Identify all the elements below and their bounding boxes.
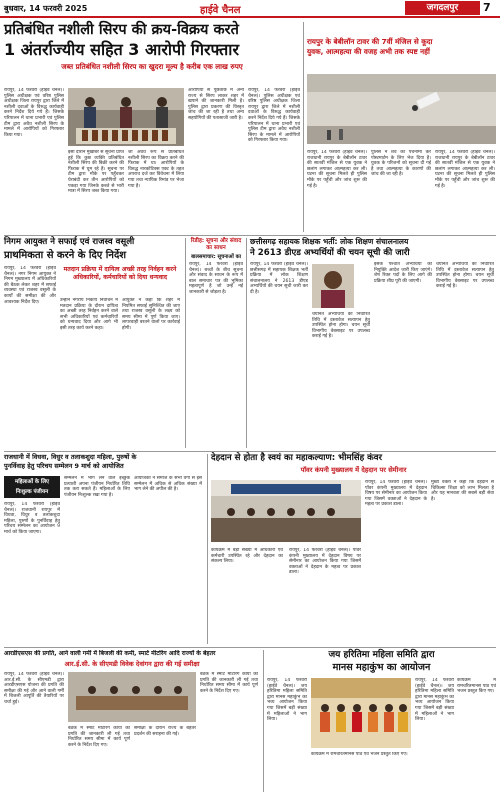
story-rdss-review — [4, 650, 260, 792]
issue-date: बुधवार, 14 फरवरी 2025 — [4, 4, 88, 13]
story-column: बैठक में स्मार्ट मीटरिंग कार्यों की प्रगति की जानकारी ली गई तथा निर्धारित समय सीमा में कार्य पूर्ण करने के निर्देश दिए गए। — [200, 672, 258, 694]
story-column: रायपुर, 14 फरवरी (हाईवे चैनल)। बच्चों के बीच सूचना और संवाद के साधन के रूप में बाल समाचार पत्र की भूमिका महत्वपूर्ण है जो उन्हें नई जानकारी से जोड़ता है। — [189, 262, 243, 295]
headline: देहदान से होता है स्वयं का महाकल्याण: भीमसिंह कंवर — [211, 453, 383, 463]
column-divider — [263, 650, 264, 792]
column-divider — [303, 22, 304, 232]
tower-photo — [307, 74, 496, 144]
story-column: रायपुर, 14 फरवरी (हाईवे चैनल)। पुलिस अधीक्षक एवं वरिष्ठ पुलिस अधीक्षक जिला रायपुर द्वारा जिले में नशीली दवाओं के विरुद्ध कार्यवाही करने निर्देश दिये गये हैं। जिसके परिपालन में थाना प्रभारी एवं पुलिस टीम द्वारा अवैध नशीली सिरप के मामले में आरोपियों को गिरफ्तार किया गया। — [248, 88, 300, 144]
headline-line-2: मानस महाकुंभ का आयोजन — [332, 662, 431, 674]
tag-title: रिडीह: सूचना और संवाद का साधन — [190, 238, 242, 251]
story-teacher-recruitment — [250, 238, 496, 448]
event-photo — [311, 678, 411, 748]
story-column: रायपुर, 14 फरवरी (हाईवे चैनल)। आर.ई.सी. के सीएमडी द्वारा आरडीएसएस योजना की प्रगति की समीक्षा की गई और आने वाली गर्मी में बिजली आपूर्ति की तैयारियों पर चर्चा हुई। — [4, 672, 64, 705]
story-column: रायपुर, 14 फरवरी (हाईवे चैनल)। पुलिस अधीक्षक एवं वरिष्ठ पुलिस अधीक्षक जिला रायपुर द्वारा जिले में नशीली दवाओं के विरुद्ध कार्यवाही करने निर्देश दिये गये हैं। जिसके परिपालन में थाना प्रभारी एवं पुलिस टीम द्वारा अवैध नशीली सिरप के मामले में आरोपियों को गिरफ्तार किया गया। — [4, 88, 64, 138]
headline-line-1: प्रतिबंधित नशीली सिरप की क्रय-विक्रय करते — [4, 22, 239, 38]
story-column: रायपुर, 14 फरवरी (हाईवे चैनल)। राजधानी रायपुर में विधवा, विधुर व तलाकशुदा महिला, पुरुषों के पुनर्विवाह हेतु परिचय सम्मेलन का आयोजन 9 मार्च को किया जाएगा। — [4, 502, 60, 535]
headline: आरडीएसएस की प्रगति, आने वाली गर्मी में बिजली की कमी, स्मार्ट मीटरिंग आदि राज्यों के बेहतर — [4, 650, 216, 657]
story-column: रायपुर, 14 फरवरी (हाईवे चैनल)। पॉवर कंपनी मुख्यालय में देहदान विषय पर सेमीनार का आयोजन किया गया जिसमें वक्ताओं ने देहदान के महत्व पर प्रकाश डाला। — [289, 548, 361, 576]
arrest-photo — [68, 88, 184, 146]
page-header — [0, 0, 500, 18]
story-column: रायपुर, 14 फरवरी (हाईवे चैनल)। नगर निगम आयुक्त ने निगम मुख्यालय में अधिकारियों की बैठक लेकर शहर में सफाई व्यवस्था एवं राजस्व वसूली के कार्यों की समीक्षा की और आवश्यक निर्देश दिए। — [4, 266, 56, 305]
story-bal-samachar — [189, 238, 243, 448]
section-divider — [4, 235, 496, 236]
side-note-box — [4, 476, 60, 498]
story-remarriage-meet — [4, 454, 204, 644]
column-divider — [246, 238, 247, 448]
story-column: बैठक में स्मार्ट मीटरिंग कार्यों की प्रगति की जानकारी ली गई तथा निर्धारित समय सीमा में कार्य पूर्ण करने के निर्देश दिए गए। — [68, 726, 130, 748]
story-column: आरोपियों से पूछताछ में अन्य राज्य से सिरप लाकर शहर में खपाने की जानकारी मिली है। पुलिस द्वारा प्रकरण की विस्तृत जांच की जा रही है तथा अन्य सहयोगियों की पतासाजी जारी है। — [188, 88, 244, 121]
headline-line-1: निगम आयुक्त ने सफाई एवं राजस्व वसूली — [4, 237, 135, 247]
story-column: चयनित अभ्यर्थियों को निर्धारित तिथि में दस्तावेज सत्यापन हेतु उपस्थित होना होगा। चयन सूची विभागीय वेबसाइट पर उपलब्ध कराई गई है। — [436, 262, 494, 290]
story-column: समीक्षा के दौरान राज्य के बेहतर प्रदर्शन की सराहना की गई। — [134, 726, 196, 737]
story-column: रायपुर, 14 फरवरी (हाईवे चैनल)। जय हरितिमा महिला समिति द्वारा मानस महाकुंभ का भव्य आयोजन किया गया जिसमें बड़ी संख्या में महिलाओं ने भाग लिया। — [267, 678, 307, 723]
headline-line-1: जय हरितिमा महिला समिति द्वारा — [328, 650, 435, 660]
side-note-line-2: निःशुल्क पंजीयन — [15, 489, 49, 495]
column-divider — [207, 454, 208, 644]
section-divider — [4, 451, 496, 452]
story-column: इसी दौरान मुखबिर से सूचना प्राप्त हुई कि कुछ व्यक्ति प्रतिबंधित नशीली सिरप की बिक्री करने की फिराक में घूम रहे हैं। सूचना पर टीम द्वारा मौके पर पहुँचकर घेराबंदी कर तीन आरोपियों को पकड़ा गया जिनके कब्जे से भारी मात्रा में सिरप जब्त किया गया। — [68, 150, 124, 195]
story-column: उन्होंने नगरीय निकाय निर्वाचन में मतदान प्रक्रिया के दौरान दायित्व का अच्छी तरह निर्वहन करने वाले सभी अधिकारियों एवं कर्मचारियों को धन्यवाद दिया और आगे भी इसी तरह कार्य करने कहा। — [60, 298, 118, 331]
side-note-line-1: महिलाओं के लिए — [15, 479, 49, 485]
headline-line-1: रायपुर के बेबीलॉन टावर की 7वीं मंजिल से कूदा — [307, 37, 433, 46]
story-column: जो अवैध रूप से प्रतिबंधित नशीली सिरप का विक्रय करने की फिराक में था। आरोपियों के विरुद्ध नारकोटिक्स एक्ट के तहत अपराध दर्ज कर विवेचना में लिया गया तथा न्यायिक रिमांड पर भेजा गया है। — [128, 150, 184, 189]
story-column: रायपुर, 14 फरवरी (हाईवे चैनल)। राजधानी रायपुर के बेबीलॉन टावर की सातवीं मंजिल से एक युवक ने छलांग लगाकर आत्महत्या कर ली। घटना की सूचना मिलते ही पुलिस मौके पर पहुँची और जांच शुरू की गई है। — [435, 150, 495, 189]
seminar-photo — [211, 480, 361, 542]
story-column: रायपुर, 14 फरवरी (हाईवे चैनल)। जय हरितिमा महिला समिति द्वारा मानस महाकुंभ का भव्य आयोजन किया गया जिसमें बड़ी संख्या में महिलाओं ने भाग लिया। — [415, 678, 454, 723]
story-column: इसके पश्चात अभ्यर्थियों को नियुक्ति आदेश जारी किए जाएंगे। शेष रिक्त पदों के लिए आगे की प्रक्रिया शीघ्र पूरी की जाएगी। — [374, 262, 432, 284]
column-divider — [185, 238, 186, 448]
story-column: आयोजकों ने समाज के सभी वर्गों से इस सम्मेलन में अधिक से अधिक संख्या में भाग लेने की अपील की है। — [134, 476, 202, 493]
story-column: पुलिस ने शव का पंचनामा कर पोस्टमार्टम के लिए भेज दिया है। युवक के परिजनों को सूचना दी गई है तथा आत्महत्या के कारणों की जांच की जा रही है। — [371, 150, 431, 178]
story-babylon-tower — [307, 22, 496, 232]
story-nigam-commissioner — [4, 238, 182, 448]
story-column: रायपुर, 14 फरवरी (हाईवे चैनल)। छत्तीसगढ़ में सहायक शिक्षक भर्ती प्रक्रिया में लोक शिक्षण संचालनालय ने 2613 डीएड अभ्यर्थियों की चयन सूची जारी कर दी है। — [250, 262, 308, 295]
paper-name: हाईवे चैनल — [200, 5, 241, 16]
meeting-photo — [68, 672, 196, 722]
portrait-photo — [312, 264, 354, 308]
headline-line-2: 1 अंतर्राज्यीय सहित 3 आरोपी गिरफ्तार — [4, 39, 239, 59]
story-column: चयनित अभ्यर्थियों को निर्धारित तिथि में दस्तावेज सत्यापन हेतु उपस्थित होना होगा। चयन सूची विभागीय वेबसाइट पर उपलब्ध कराई गई है। — [312, 312, 370, 340]
story-body-donation — [211, 454, 496, 644]
headline-line-2: युवक, आत्महत्या की वजह अभी तक स्पष्ट नहीं — [307, 47, 430, 57]
headline-line-2: ने 2613 डीएड अभ्यर्थियों की चयन सूची की जारी — [250, 247, 410, 258]
headline-line-1: राजधानी में विधवा, विधुर व तलाकशुदा महिला, पुरुषों के — [4, 453, 137, 461]
story-column: कार्यक्रम में रामचरितमानस पाठ एवं भजन प्रस्तुत किए गए। — [457, 678, 496, 695]
headline-line-2: पुनर्विवाह हेतु परिचय सम्मेलन 9 मार्च को आयोजित — [4, 462, 124, 471]
story-column: कार्यक्रम में रामचरितमानस पाठ एवं भजन प्रस्तुत किए गए। — [311, 752, 408, 757]
subheadline: मतदान प्रक्रिया में दायित्व अच्छी तरह निर्वहन करने अधिकारियों, कर्मचारियों को दिया धन्यवाद — [63, 266, 177, 281]
story-column: आयुक्त ने कहा कि शहर में नियमित सफाई सुनिश्चित की जाए तथा राजस्व वसूली के लक्ष्य को समय सीमा में पूर्ण किया जाए। लापरवाही बरतने वालों पर कार्रवाई होगी। — [122, 298, 180, 331]
story-manas-mahakumbh — [267, 650, 496, 792]
story-column: मुख्य वक्ता ने कहा कि देहदान से चिकित्सा शिक्षा को लाभ मिलता है और यह मानवता की सबसे बड़ी सेवा है। — [431, 480, 494, 502]
headline-line-1: छत्तीसगढ़ सहायक शिक्षक भर्ती: लोक शिक्षण संचालनालय — [250, 237, 409, 246]
story-column: सम्मेलन में भाग लेने वाले इच्छुक प्रत्याशी अपना पंजीयन निर्धारित तिथि तक करा सकते हैं। महिलाओं के लिए पंजीयन निःशुल्क रखा गया है। — [64, 476, 130, 498]
subheadline: आर.ई.सी. के सीएमडी विवेक देवांगन द्वारा की गई समीक्षा — [64, 659, 200, 668]
city-label: जगदलपुर — [405, 1, 480, 15]
subheadline: जब्त प्रतिबंधित नशीली सिरप का खुदरा मूल्य है करीब एक लाख रुपए — [61, 62, 243, 72]
story-column: रायपुर, 14 फरवरी (हाईवे चैनल)। राजधानी रायपुर के बेबीलॉन टावर की सातवीं मंजिल से एक युवक ने छलांग लगाकर आत्महत्या कर ली। घटना की सूचना मिलते ही पुलिस मौके पर पहुँची और जांच शुरू की गई है। — [307, 150, 367, 189]
story-syrup-arrest — [4, 22, 300, 232]
headline-line-2: प्राथमिकता से करने के दिए निर्देश — [4, 249, 127, 261]
tag-subtitle: बालसमाचार: सूचनाओं का — [191, 254, 241, 260]
story-column: कार्यक्रम में बड़ी संख्या में अधिकारी एवं कर्मचारी उपस्थित रहे और देहदान का संकल्प लिया। — [211, 548, 283, 565]
subheadline: पॉवर कंपनी मुख्यालय में देहदान पर सेमीनार — [300, 465, 407, 474]
section-divider — [4, 647, 496, 648]
page-number: 7 — [483, 1, 491, 14]
story-column: रायपुर, 14 फरवरी (हाईवे चैनल)। पॉवर कंपनी मुख्यालय में देहदान विषय पर सेमीनार का आयोजन किया गया जिसमें वक्ताओं ने देहदान के महत्व पर प्रकाश डाला। — [365, 480, 427, 508]
